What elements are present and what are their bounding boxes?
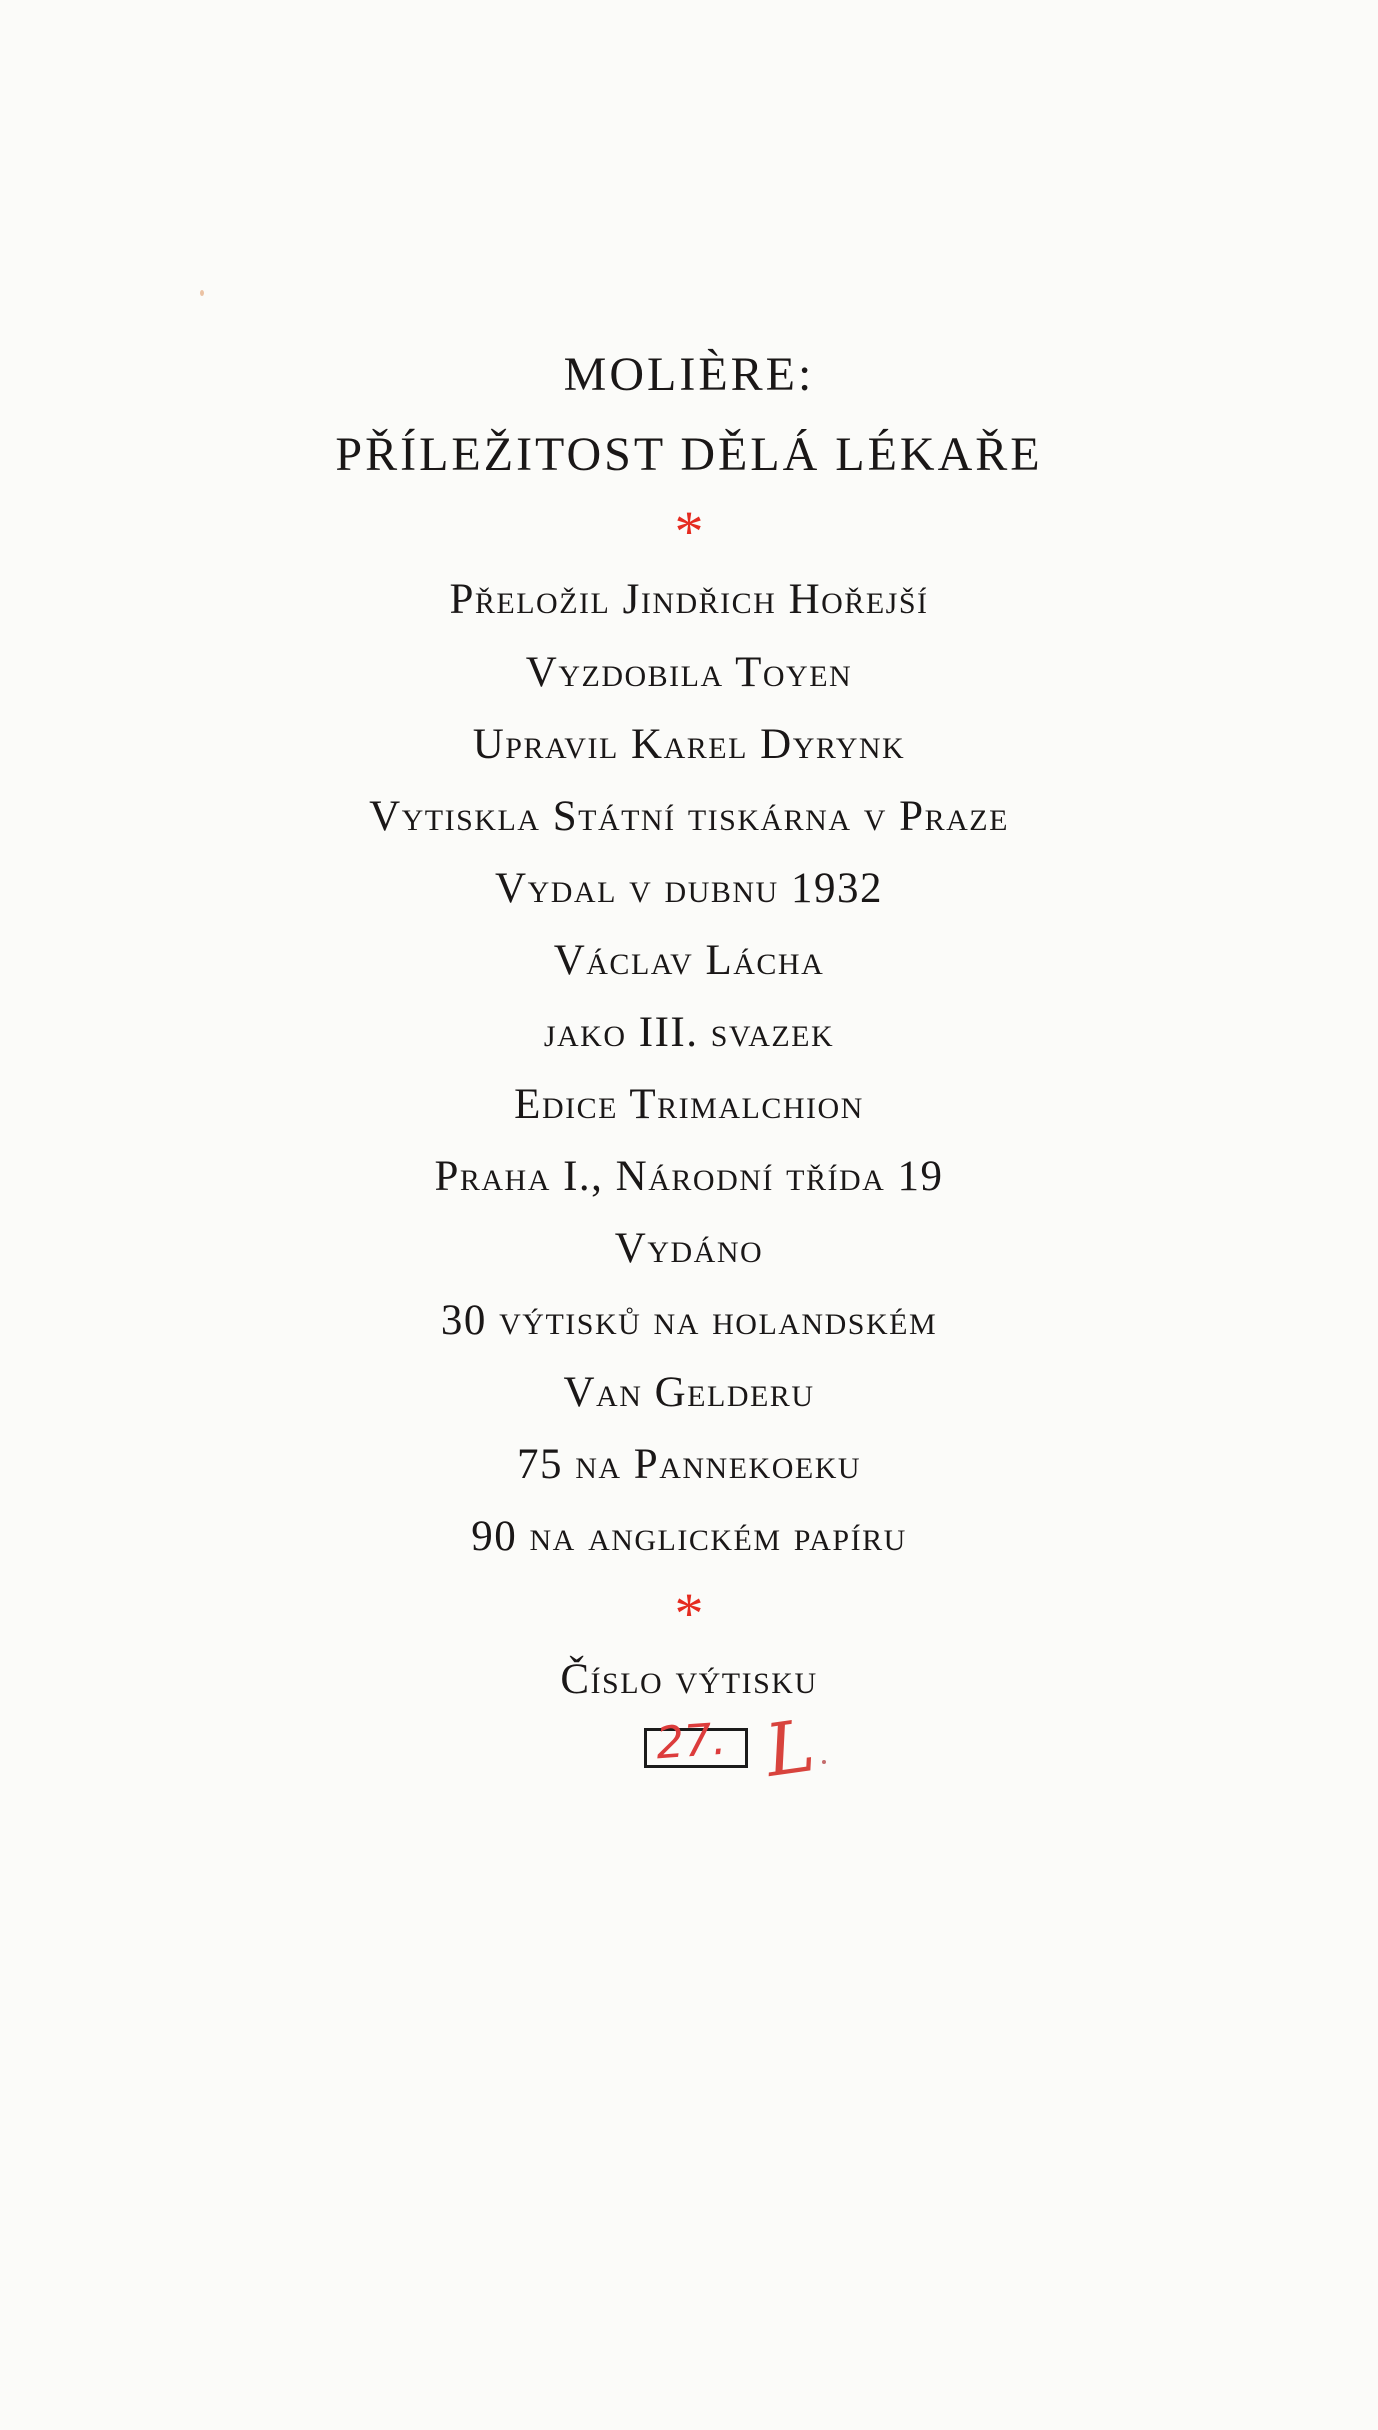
copy-number-value: 27. <box>654 1713 728 1770</box>
designer-line: Upravil Karel Dyrynk <box>472 721 906 768</box>
volume-line: jako III. svazek <box>543 1009 835 1056</box>
edition-pannekoek-line: 75 na Pannekoeku <box>516 1441 862 1488</box>
copy-number-dot <box>822 1760 826 1764</box>
title-work: PŘÍLEŽITOST DĚLÁ LÉKAŘE <box>335 428 1043 481</box>
title-block <box>0 335 1378 495</box>
edition-english-paper-line: 90 na anglickém papíru <box>471 1513 907 1560</box>
edition-holland-line: 30 výtisků na holandském <box>440 1297 938 1344</box>
title-author: MOLIÈRE: <box>563 348 815 401</box>
copy-number-stamp <box>640 1703 840 1793</box>
translator-line: Přeložil Jindřich Hořejší <box>449 576 929 623</box>
asterisk-ornament-top: * <box>674 499 704 564</box>
copy-number-label: Číslo výtisku <box>560 1656 818 1703</box>
illustrator-line: Vyzdobila Toyen <box>525 649 853 696</box>
publication-date-line: Vydal v dubnu 1932 <box>495 865 883 912</box>
series-line: Edice Trimalchion <box>514 1081 864 1128</box>
publisher-line: Václav Lácha <box>553 937 825 984</box>
edition-van-gelder-line: Van Gelderu <box>563 1369 815 1416</box>
address-line: Praha I., Národní třída 19 <box>434 1153 944 1200</box>
edition-heading: Vydáno <box>614 1225 764 1272</box>
paper-speck <box>200 290 204 296</box>
asterisk-ornament-bottom: * <box>674 1581 704 1646</box>
printer-line: Vytiskla Státní tiskárna v Praze <box>369 793 1009 840</box>
copy-number-suffix: L <box>760 1703 820 1793</box>
